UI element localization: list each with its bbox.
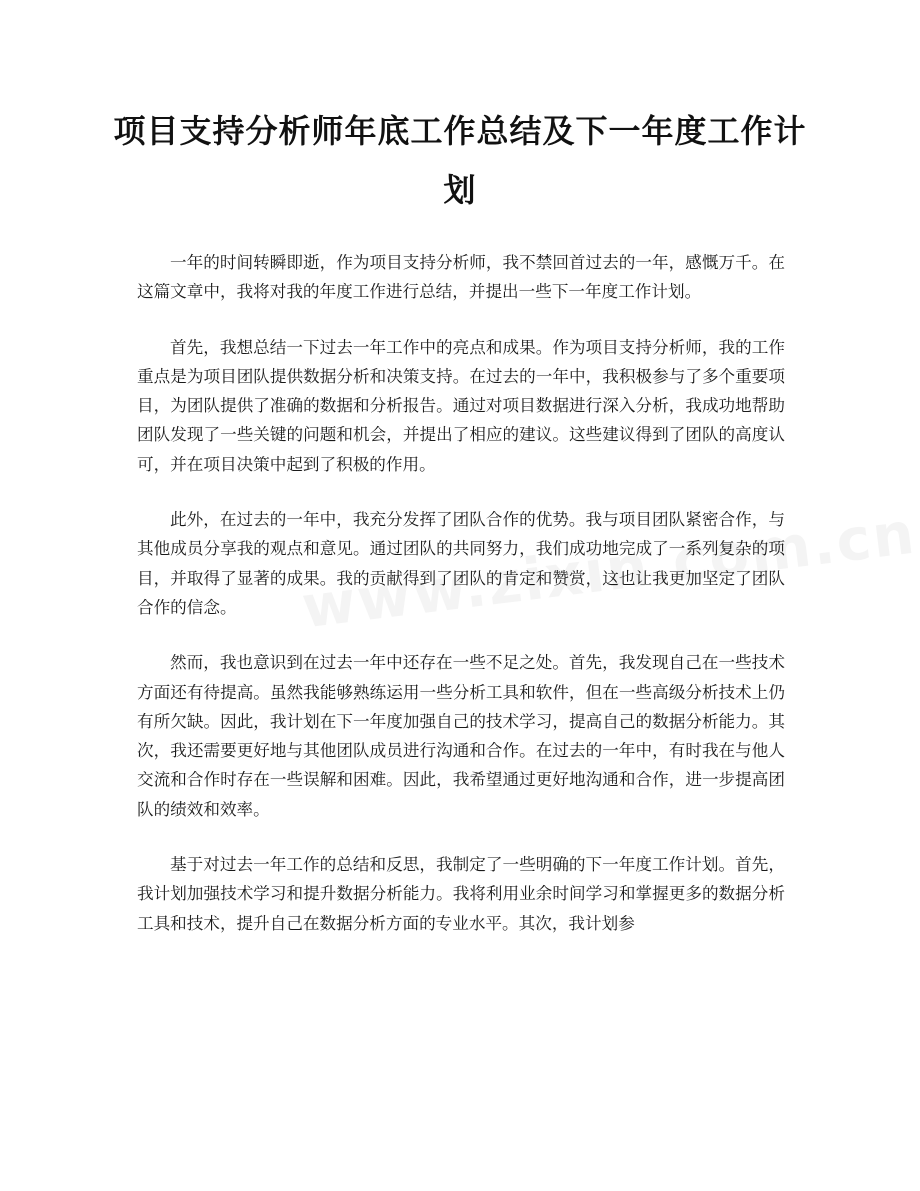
paragraph-achievements: 首先，我想总结一下过去一年工作中的亮点和成果。作为项目支持分析师，我的工作重点是为项目团队提供数据分析和决策支持。在过去的一年中，我积极参与了多个重要项目，为团队提供了准确的数据和分析报告。通过对项目数据进行深入分析，我成功地帮助团队发现了一些关键的问题和机会，并提出了相应的建议。这些建议得到了团队的高度认可，并在项目决策中起到了积极的作用。 bbox=[137, 337, 785, 474]
document-title: 项目支持分析师年底工作总结及下一年度工作计划 bbox=[113, 112, 807, 209]
paragraph-shortcomings: 然而，我也意识到在过去一年中还存在一些不足之处。首先，我发现自己在一些技术方面还有待提高。虽然我能够熟练运用一些分析工具和软件，但在一些高级分析技术上仍有所欠缺。因此，我计划在下一年度加强自己的技术学习，提高自己的数据分析能力。其次，我还需要更好地与其他团队成员进行沟通和合作。在过去的一年中，有时我在与他人交流和合作时存在一些误解和困难。因此，我希望通过更好地沟通和合作，进一步提高团队的绩效和效率。 bbox=[137, 653, 785, 819]
document-body bbox=[137, 248, 785, 964]
paragraph-plans: 基于对过去一年工作的总结和反思，我制定了一些明确的下一年度工作计划。首先，我计划加强技术学习和提升数据分析能力。我将利用业余时间学习和掌握更多的数据分析工具和技术，提升自己在数据分析方面的专业水平。其次，我计划参 bbox=[137, 855, 785, 933]
paragraph-teamwork: 此外，在过去的一年中，我充分发挥了团队合作的优势。我与项目团队紧密合作，与其他成员分享我的观点和意见。通过团队的共同努力，我们成功地完成了一系列复杂的项目，并取得了显著的成果。我的贡献得到了团队的肯定和赞赏，这也让我更加坚定了团队合作的信念。 bbox=[137, 510, 785, 617]
paragraph-intro: 一年的时间转瞬即逝，作为项目支持分析师，我不禁回首过去的一年，感慨万千。在这篇文章中，我将对我的年度工作进行总结，并提出一些下一年度工作计划。 bbox=[137, 253, 785, 302]
